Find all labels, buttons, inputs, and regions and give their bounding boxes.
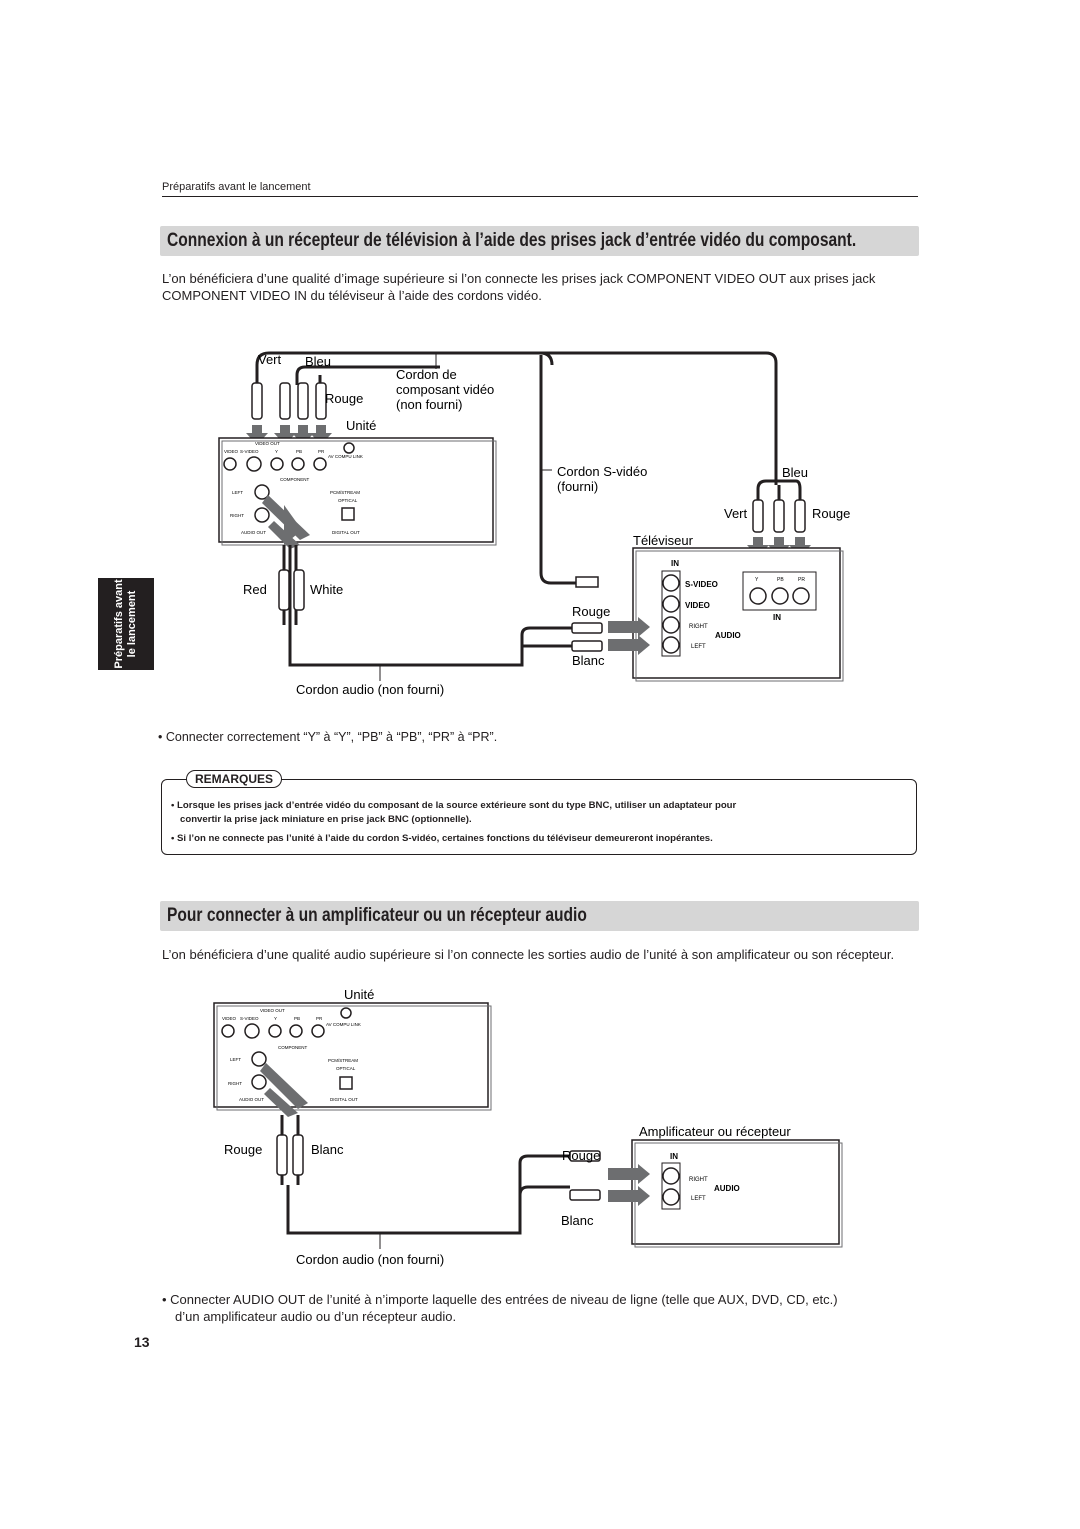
- label-cord-audio: Cordon audio (non fourni): [296, 682, 445, 697]
- label-cord-component-1: Cordon de: [396, 367, 457, 382]
- svg-text:LEFT: LEFT: [691, 644, 706, 650]
- tv-connection-diagram: [200, 345, 860, 705]
- svg-text:PCM/STREAM: PCM/STREAM: [328, 1058, 359, 1063]
- label-white: White: [310, 582, 344, 597]
- svg-text:VIDEO: VIDEO: [685, 601, 710, 610]
- svg-text:VIDEO: VIDEO: [224, 449, 239, 454]
- label-cord-audio-2: Cordon audio (non fourni): [296, 1252, 445, 1267]
- tv-rear-panel: [633, 548, 843, 681]
- svg-text:LEFT: LEFT: [230, 1057, 242, 1062]
- section-intro-tv: L’on bénéficiera d’une qualité d’image supérieure si l’on connecte les prises jack COMPONENT VIDEO OUT aux prises jack COMPONENT VIDEO IN du téléviseur à l’aide des cordons vidéo.: [162, 271, 876, 303]
- svg-text:DIGITAL OUT: DIGITAL OUT: [332, 530, 360, 535]
- label-audio-blanc: Blanc: [572, 653, 605, 668]
- side-tab-line1: Préparatifs avant: [113, 579, 125, 669]
- label-amp-blanc: Blanc: [561, 1213, 594, 1228]
- running-header: Préparatifs avant le lancement: [162, 181, 311, 193]
- section-title-amp: [160, 901, 919, 931]
- component-plugs: [252, 383, 326, 419]
- label-unit-2: Unité: [344, 987, 375, 1002]
- svg-text:IN: IN: [670, 1152, 678, 1161]
- label-rouge-2: Rouge: [224, 1142, 263, 1157]
- svg-text:S-VIDEO: S-VIDEO: [240, 449, 259, 454]
- component-bullet: • Connecter correctement “Y” à “Y”, “PB” à “PB”, “PR” à “PR”.: [158, 730, 498, 744]
- label-red: Red: [243, 582, 267, 597]
- note-2: • Si l’on ne connecte pas l’unité à l’aide du cordon S-vidéo, certaines fonctions du téléviseur demeureront inopérantes.: [171, 833, 713, 844]
- svg-text:RIGHT: RIGHT: [230, 513, 244, 518]
- notes-tag: REMARQUES: [186, 770, 282, 788]
- label-tv-vert: Vert: [724, 506, 748, 521]
- svg-text:S-VIDEO: S-VIDEO: [685, 580, 718, 589]
- svg-text:LEFT: LEFT: [691, 1196, 706, 1202]
- svg-text:Y: Y: [274, 1016, 278, 1021]
- svg-text:VIDEO: VIDEO: [222, 1016, 237, 1021]
- svg-text:VIDEO OUT: VIDEO OUT: [255, 441, 280, 446]
- label-vert: Vert: [258, 352, 282, 367]
- svg-text:IN: IN: [773, 613, 781, 622]
- unit-rear-panel-2: [214, 1003, 491, 1110]
- svg-text:RIGHT: RIGHT: [689, 624, 708, 630]
- section-title-tv: [160, 226, 919, 256]
- svg-text:S-VIDEO: S-VIDEO: [240, 1016, 259, 1021]
- note-1a: • Lorsque les prises jack d’entrée vidéo du composant de la source extérieure sont du type BNC, utiliser un adaptateur pour: [171, 800, 737, 811]
- amp-connection-diagram: [200, 985, 860, 1275]
- svg-text:DIGITAL OUT: DIGITAL OUT: [330, 1097, 358, 1102]
- label-cord-component-2: composant vidéo: [396, 382, 495, 397]
- svg-text:PR: PR: [318, 449, 325, 454]
- section-title-amp-text: Pour connecter à un amplificateur ou un récepteur audio: [167, 905, 587, 926]
- label-amp-rouge: Rouge: [562, 1148, 601, 1163]
- svg-text:OPTICAL: OPTICAL: [338, 498, 358, 503]
- label-tv-bleu: Bleu: [782, 465, 809, 480]
- svg-text:AUDIO OUT: AUDIO OUT: [241, 530, 267, 535]
- side-tab: [98, 578, 154, 670]
- label-blanc-2: Blanc: [311, 1142, 344, 1157]
- svg-text:PR: PR: [316, 1016, 323, 1021]
- amp-bullet-2: d’un amplificateur audio ou d’un récepteur audio.: [175, 1309, 457, 1324]
- label-cord-svideo-2: (fourni): [557, 479, 599, 494]
- svg-text:AUDIO: AUDIO: [714, 1184, 740, 1193]
- svg-text:COMPONENT: COMPONENT: [280, 477, 310, 482]
- svg-text:PB: PB: [777, 577, 784, 583]
- side-tab-line2: le lancement: [126, 590, 138, 658]
- label-cord-component-3: (non fourni): [396, 397, 463, 412]
- svg-text:LEFT: LEFT: [232, 490, 244, 495]
- label-amp: Amplificateur ou récepteur: [639, 1124, 791, 1139]
- tv-component-plugs: [753, 500, 805, 532]
- svg-text:PR: PR: [798, 577, 805, 583]
- svg-text:AV COMPU LINK: AV COMPU LINK: [328, 454, 363, 459]
- svg-text:RIGHT: RIGHT: [228, 1081, 242, 1086]
- amp-rear-panel: [632, 1140, 842, 1247]
- label-tv-rouge: Rouge: [812, 506, 851, 521]
- label-rouge: Rouge: [325, 391, 364, 406]
- svg-text:PB: PB: [294, 1016, 301, 1021]
- svg-text:AV COMPU LINK: AV COMPU LINK: [326, 1022, 361, 1027]
- svg-text:IN: IN: [671, 559, 679, 568]
- svg-text:Y: Y: [275, 449, 279, 454]
- page-number: 13: [134, 1334, 150, 1350]
- note-1b: convertir la prise jack miniature en prise jack BNC (optionnelle).: [180, 814, 472, 825]
- svg-text:PB: PB: [296, 449, 303, 454]
- svg-text:COMPONENT: COMPONENT: [278, 1045, 308, 1050]
- svg-text:OPTICAL: OPTICAL: [336, 1066, 356, 1071]
- label-audio-rouge: Rouge: [572, 604, 611, 619]
- header-rule: [162, 196, 918, 197]
- label-cord-svideo-1: Cordon S-vidéo: [557, 464, 648, 479]
- svg-text:RIGHT: RIGHT: [689, 1177, 708, 1183]
- svg-text:PCM/STREAM: PCM/STREAM: [330, 490, 361, 495]
- svg-text:AUDIO: AUDIO: [715, 631, 741, 640]
- amp-bullet-1: • Connecter AUDIO OUT de l’unité à n’importe laquelle des entrées de niveau de ligne (telle que AUX, DVD, CD, etc.): [162, 1292, 838, 1307]
- svg-text:Y: Y: [755, 577, 759, 583]
- svg-text:VIDEO OUT: VIDEO OUT: [260, 1008, 285, 1013]
- label-bleu: Bleu: [305, 354, 332, 369]
- label-unit: Unité: [346, 418, 377, 433]
- svg-text:AUDIO OUT: AUDIO OUT: [239, 1097, 265, 1102]
- label-tv: Téléviseur: [633, 533, 693, 548]
- section-intro-amp: L’on bénéficiera d’une qualité audio supérieure si l’on connecte les sorties audio de l’unité à son amplificateur ou son récepteur.: [162, 947, 895, 962]
- unit-rear-panel: [219, 438, 496, 545]
- section-title-tv-text: Connexion à un récepteur de télévision à l’aide des prises jack d’entrée vidéo du composant.: [167, 230, 857, 251]
